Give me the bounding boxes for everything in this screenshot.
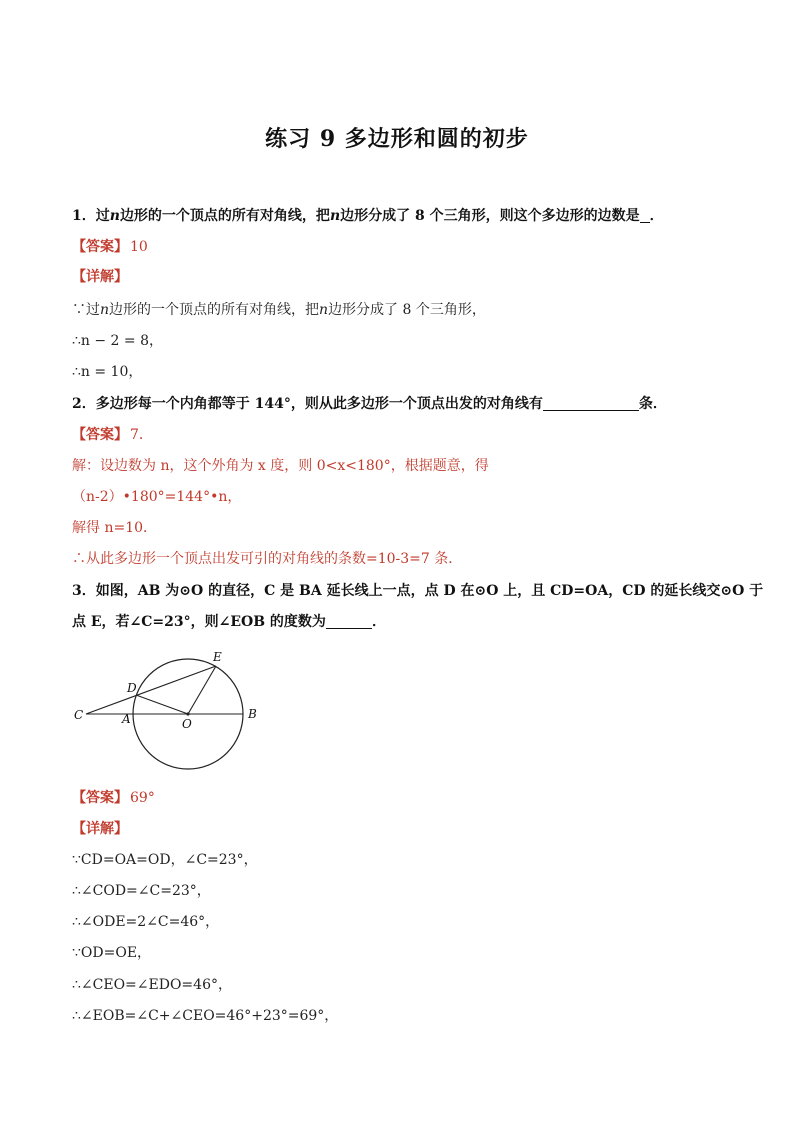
label-b: B: [248, 707, 257, 721]
q1-stem-b: 边形的一个顶点的所有对角线，把: [119, 208, 330, 224]
page-title: 练习 9 多边形和圆的初步: [265, 126, 529, 152]
circle-geometry-figure: [70, 648, 270, 776]
label-o: O: [182, 717, 192, 731]
q1-var-n: n: [109, 208, 120, 224]
q3-answer-value: 69°: [130, 790, 155, 806]
question-2: [72, 394, 667, 414]
q1-stem-c: 边形分成了 8 个三角形，则这个多边形的边数是: [340, 208, 640, 224]
center-point: [186, 712, 189, 715]
q2-answer-tag: 【答案】: [72, 427, 128, 443]
q2-answer-blank: [543, 394, 639, 411]
q3-answer-blank: [326, 612, 372, 629]
question-3-line-1: 3．如图，AB 为⊙O 的直径，C 是 BA 延长线上一点，点 D 在⊙O 上，且 CD=OA，CD 的延长线交⊙O 于: [72, 583, 764, 599]
q1-detail: [72, 267, 128, 287]
question-3-line-2: [72, 612, 386, 632]
q1-answer-blank: [640, 206, 650, 223]
q2-answer-value: 7．: [130, 427, 153, 443]
line-do: [136, 695, 188, 714]
q1-detail-line-1: [72, 300, 486, 320]
q1-detail-var-n: n: [100, 302, 110, 318]
q1-detail-line-2: ∴n − 2 = 8，: [72, 333, 163, 349]
q3-stem-2b: ．: [371, 614, 386, 630]
q1-var-n-2: n: [329, 208, 341, 224]
q1-detail-c: 边形分成了 8 个三角形，: [328, 302, 486, 318]
q2-stem-b: 条．: [638, 396, 667, 412]
q3-detail-line-4: ∵OD=OE，: [72, 945, 152, 961]
q3-detail: [72, 819, 128, 839]
q3-detail-line-2: ∴∠COD=∠C=23°，: [72, 883, 211, 899]
q1-answer-value: 10: [130, 239, 148, 255]
q3-detail-line-1: ∵CD=OA=OD，∠C=23°，: [72, 852, 258, 868]
q1-detail-b: 边形的一个顶点的所有对角线，把: [109, 302, 320, 318]
label-e: E: [213, 650, 222, 664]
q1-answer-tag: 【答案】: [72, 239, 128, 255]
label-a: A: [122, 712, 131, 726]
line-eo: [188, 666, 216, 714]
q2-solution-line-1: 解：设边数为 n，这个外角为 x 度，则 0<x<180°，根据题意，得: [72, 458, 489, 474]
q1-detail-var-n-2: n: [319, 302, 329, 318]
q2-solution-line-3: 解得 n=10．: [72, 520, 158, 536]
q3-detail-tag: 【详解】: [72, 821, 128, 837]
q2-solution-line-2: （n-2）•180°=144°•n，: [72, 489, 242, 505]
label-c: C: [74, 708, 84, 722]
q1-stem-a: 1．过: [72, 208, 110, 224]
q3-answer: [72, 788, 155, 808]
q2-answer: [72, 425, 153, 445]
q1-stem-end: ．: [649, 208, 664, 224]
question-1: [72, 206, 664, 226]
label-d: D: [127, 681, 137, 695]
q1-answer: [72, 237, 148, 257]
q1-detail-line-3: ∴n = 10，: [72, 364, 143, 380]
q3-detail-line-5: ∴∠CEO=∠EDO=46°，: [72, 977, 232, 993]
q2-stem-a: 2．多边形每一个内角都等于 144°，则从此多边形一个顶点出发的对角线有: [72, 396, 543, 412]
q3-detail-line-6: ∴∠EOB=∠C+∠CEO=46°+23°=69°，: [72, 1008, 339, 1024]
q1-detail-a: ∵过: [72, 302, 100, 318]
q3-stem-2a: 点 E，若∠C=23°，则∠EOB 的度数为: [72, 614, 326, 630]
q3-detail-line-3: ∴∠ODE=2∠C=46°，: [72, 914, 220, 930]
q3-answer-tag: 【答案】: [72, 790, 128, 806]
q1-detail-tag: 【详解】: [72, 269, 128, 285]
q2-solution-line-4: ∴从此多边形一个顶点出发可引的对角线的条数=10-3=7 条．: [72, 551, 463, 567]
